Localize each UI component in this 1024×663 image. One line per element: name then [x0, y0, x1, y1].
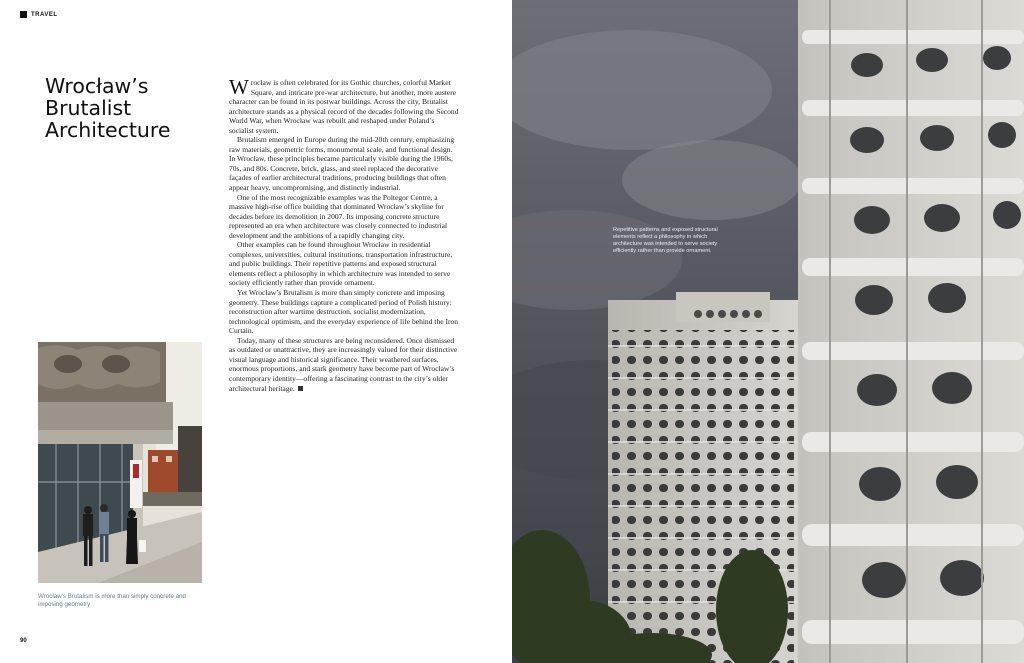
section-square-icon — [20, 11, 27, 18]
paragraph-1 — [229, 75, 459, 135]
headline-line-2: Brutalist — [45, 96, 132, 120]
photo-caption-left: Wrocław’s Brutalism is more than simply concrete and imposing geometry — [38, 593, 186, 608]
section-label: TRAVEL — [31, 11, 58, 18]
end-mark-icon — [298, 386, 303, 391]
headline-line-1: Wrocław’s — [45, 74, 149, 98]
street-photo — [38, 342, 202, 583]
paragraph-1-text: rocław is often celebrated for its Gothic churches, colorful Market Square, and intricate pre-war architecture, but another, more austere character can be found in its postwar buildings. Across the city, Brutalist architecture stands as a physical record of the decades following the Second World War, when Wrocław was rebuilt and reshaped under Poland’s socialist system. — [229, 78, 459, 135]
article-headline — [45, 75, 215, 141]
right-page — [512, 0, 1024, 663]
paragraph-4: Other examples can be found throughout Wrocław in residential complexes, universities, cultural institutions, transportation infrastructure, and public buildings. Their repetitive patterns and exposed structural elements reflect a philosophy in which architecture was intended to serve society efficiently rather than provide ornament. — [229, 240, 453, 288]
paragraph-3: One of the most recognizable examples was the Poltegor Centre, a massive high-rise office building that dominated Wrocław’s skyline for decades before its demolition in 2007. Its imposing concrete structure represented an era when architecture was closely connected to industrial development and the ambitions of a rapidly changing city. — [229, 192, 448, 240]
article-body — [229, 75, 459, 393]
brutalist-towers-photo — [512, 0, 1024, 663]
headline-line-3: Architecture — [45, 118, 171, 142]
paragraph-2: Brutalism emerged in Europe during the mid-20th century, emphasizing raw materials, geometric forms, monumental scale, and functional design. In Wrocław, these principles became particularly visible during the 1960s, 70s, and 80s. Concrete, brick, glass, and steel replaced the decorative façades of earlier architectural traditions, producing buildings that often appear heavy, uncompromising, and distinctly industrial. — [229, 135, 455, 193]
page-number: 90 — [20, 638, 27, 644]
paragraph-6 — [229, 336, 459, 393]
paragraph-6-text: Today, many of these structures are being reconsidered. Once dismissed as outdated or unattractive, they are increasingly valued for their distinctive visual language and historical significance. Their weathered surfaces, enormous proportions, and stark geometry have become part of Wrocław’s contemporary identity—offering a fascinating contrast to the city’s older architectural heritage. — [229, 335, 458, 393]
paragraph-5: Yet Wrocław’s Brutalism is more than simply concrete and imposing geometry. These buildings capture a complicated period of Polish history: reconstruction after wartime destruction, socialist modernization, technological optimism, and the everyday experience of life behind the Iron Curtain. — [229, 288, 459, 336]
photo-caption-right: Repetitive patterns and exposed structural elements reflect a philosophy in which architecture was intended to serve society efficiently rather than provide ornament. — [613, 227, 718, 254]
section-tag — [20, 11, 58, 18]
street-photo-illustration — [38, 342, 202, 583]
drop-cap: W — [229, 75, 249, 99]
